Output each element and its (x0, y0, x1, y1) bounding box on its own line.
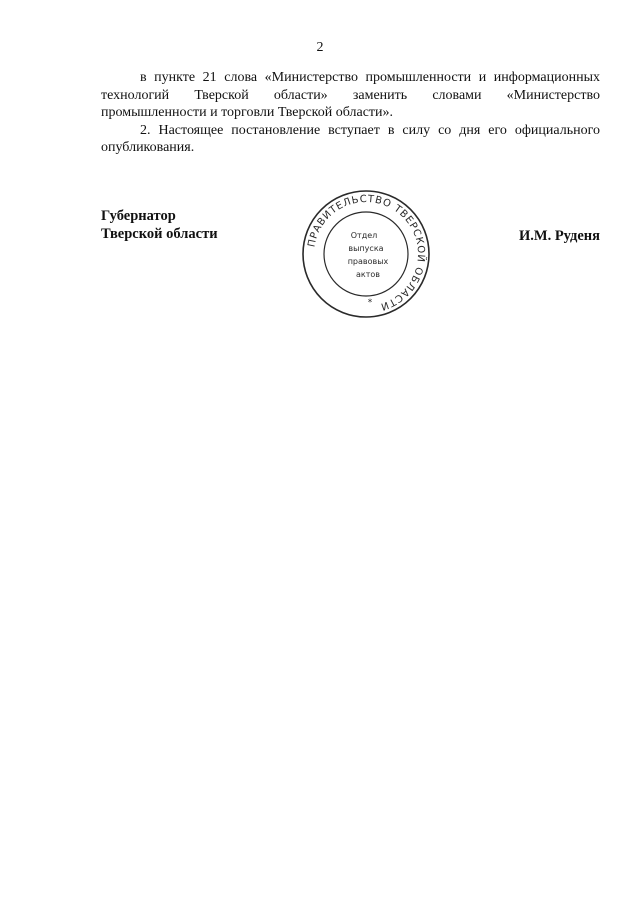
page-number: 2 (316, 40, 324, 55)
stamp-center-line-2: выпуска (348, 244, 384, 253)
stamp-inner-ring (324, 212, 408, 296)
official-stamp (301, 189, 431, 319)
stamp-center-line-4: актов (355, 270, 381, 279)
stamp-outer-ring (303, 191, 429, 317)
stamp-ring-text-path: ПРАВИТЕЛЬСТВО ТВЕРСКОЙ ОБЛАСТИ (306, 193, 427, 312)
stamp-star-icon: * (367, 298, 373, 308)
stamp-center-line-1: Отдел (350, 231, 378, 240)
paragraph-effective-date: 2. Настоящее постановление вступает в силу со дня его официального опубликования. (101, 122, 600, 155)
paragraph-amendment: в пункте 21 слова «Министерство промышленности и информационных технологий Тверской области» заменить словами «Министерство промышленности и торговли Тверской области». (101, 70, 600, 120)
stamp-seal-graphic (301, 189, 431, 319)
signatory-position (101, 207, 218, 243)
signatory-position-line-2: Тверской области (101, 226, 218, 242)
signatory-name: И.М. Руденя (518, 228, 600, 244)
document-body (101, 69, 600, 157)
stamp-center-line-3: правовых (347, 257, 389, 266)
signatory-position-line-1: Губернатор (101, 208, 176, 224)
